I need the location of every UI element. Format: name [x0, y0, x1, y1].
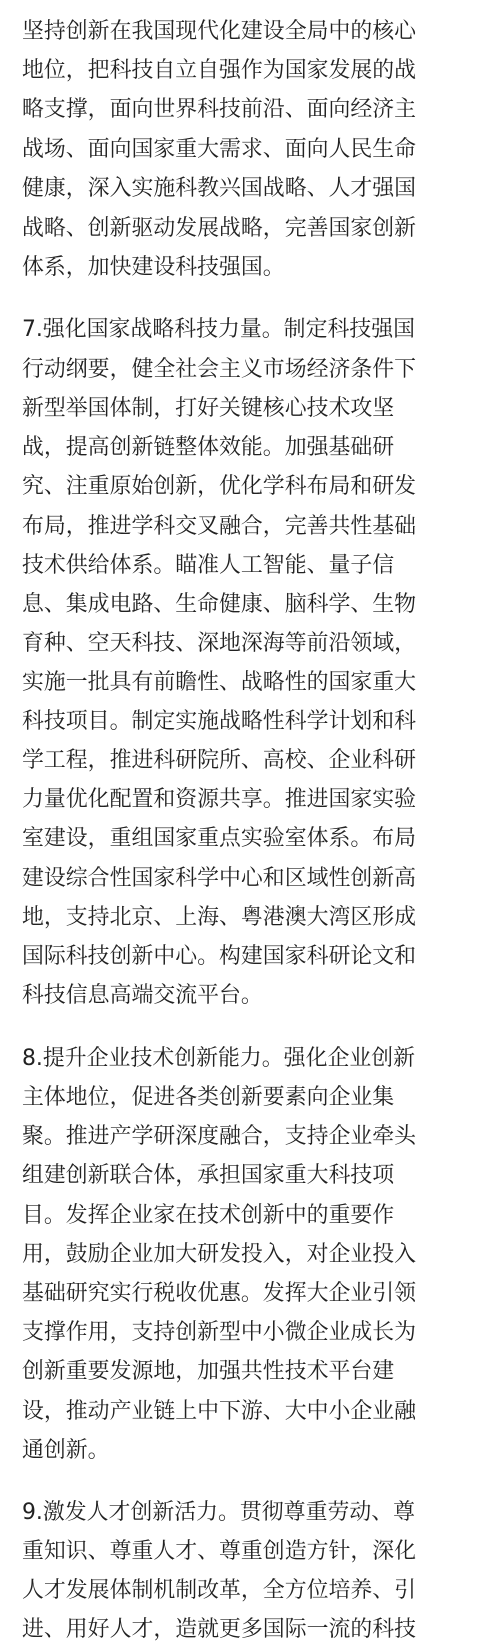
paragraph-1-line-6: 战略、创新驱动发展战略，完善国家创新	[22, 216, 417, 241]
paragraph-1-line-3: 略支撑，面向世界科技前沿、面向经济主	[22, 97, 417, 122]
paragraph-1-line-4: 战场、面向国家重大需求、面向人民生命	[22, 137, 417, 162]
paragraph-3-line-6: 用，鼓励企业加大研发投入，对企业投入	[22, 1242, 417, 1267]
paragraph-2-line-17: 国际科技创新中心。构建国家科研论文和	[22, 944, 417, 969]
paragraph-3-line-10: 设，推动产业链上中下游、大中小企业融	[22, 1399, 417, 1424]
paragraph-2-line-15: 建设综合性国家科学中心和区域性创新高	[22, 866, 417, 891]
paragraph-3-line-5: 目。发挥企业家在技术创新中的重要作	[22, 1203, 395, 1228]
paragraph-3-line-4: 组建创新联合体，承担国家重大科技项	[22, 1163, 395, 1188]
paragraph-2-line-3: 新型举国体制，打好关键核心技术攻坚	[22, 396, 395, 421]
paragraph-2-line-11: 科技项目。制定实施战略性科学计划和科	[22, 709, 417, 734]
paragraph-3-line-7: 基础研究实行税收优惠。发挥大企业引领	[22, 1281, 417, 1306]
paragraph-3-line-9: 创新重要发源地，加强共性技术平台建	[22, 1359, 395, 1384]
paragraph-3-line-11: 通创新。	[22, 1438, 110, 1463]
paragraph-1-line-1: 坚持创新在我国现代化建设全局中的核心	[22, 19, 417, 44]
paragraph-2-line-13: 力量优化配置和资源共享。推进国家实验	[22, 787, 417, 812]
paragraph-3-line-8: 支撑作用，支持创新型中小微企业成长为	[22, 1320, 417, 1345]
paragraph-2-line-18: 科技信息高端交流平台。	[22, 983, 263, 1008]
paragraph-2-line-4: 战，提高创新链整体效能。加强基础研	[22, 435, 395, 460]
paragraph-4-line-2: 重知识、尊重人才、尊重创造方针，深化	[22, 1539, 417, 1564]
paragraph-2-line-10: 实施一批具有前瞻性、战略性的国家重大	[22, 670, 417, 695]
paragraph-3-line-1: 8.提升企业技术创新能力。强化企业创新	[22, 1046, 416, 1071]
paragraph-2-line-2: 行动纲要，健全社会主义市场经济条件下	[22, 357, 417, 382]
paragraph-2-line-16: 地，支持北京、上海、粤港澳大湾区形成	[22, 905, 417, 930]
paragraph-4-line-1: 9.激发人才创新活力。贯彻尊重劳动、尊	[22, 1500, 416, 1525]
paragraph-3-line-3: 聚。推进产学研深度融合，支持企业牵头	[22, 1124, 417, 1149]
paragraph-2-line-12: 学工程，推进科研院所、高校、企业科研	[22, 748, 417, 773]
paragraph-4-line-4: 进、用好人才，造就更多国际一流的科技	[22, 1617, 417, 1642]
paragraph-2-line-14: 室建设，重组国家重点实验室体系。布局	[22, 826, 417, 851]
paragraph-2-line-9: 育种、空天科技、深地深海等前沿领域，	[22, 631, 417, 656]
paragraph-3-line-2: 主体地位，促进各类创新要素向企业集	[22, 1085, 395, 1110]
paragraph-1-line-7: 体系，加快建设科技强国。	[22, 255, 285, 280]
paragraph-2-line-5: 究、注重原始创新，优化学科布局和研发	[22, 474, 417, 499]
paragraph-2-line-6: 布局，推进学科交叉融合，完善共性基础	[22, 514, 417, 539]
paragraph-4-line-3: 人才发展体制机制改革，全方位培养、引	[22, 1578, 417, 1603]
paragraph-1-line-2: 地位，把科技自立自强作为国家发展的战	[22, 58, 417, 83]
paragraph-2-line-7: 技术供给体系。瞄准人工智能、量子信	[22, 553, 395, 578]
paragraph-2-line-1: 7.强化国家战略科技力量。制定科技强国	[22, 317, 416, 342]
paragraph-1-line-5: 健康，深入实施科教兴国战略、人才强国	[22, 176, 417, 201]
paragraph-2-line-8: 息、集成电路、生命健康、脑科学、生物	[22, 592, 417, 617]
